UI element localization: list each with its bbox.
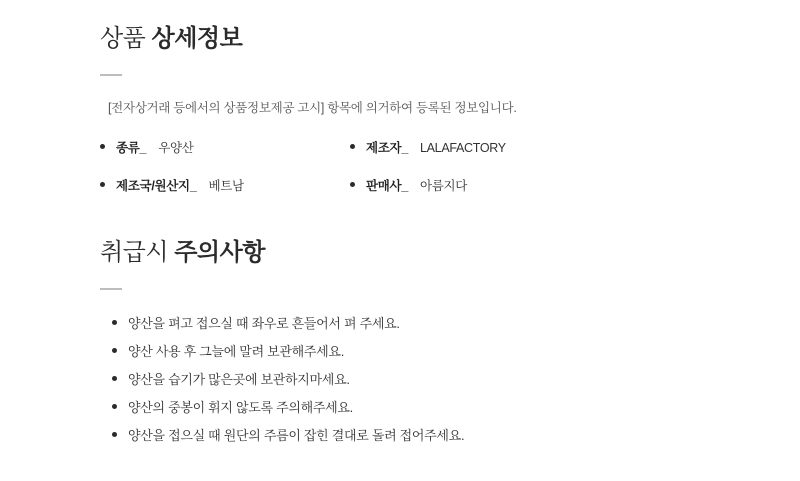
section-two-title	[100, 238, 720, 268]
spec-value: 아름지다	[419, 179, 468, 193]
list-item	[112, 400, 720, 416]
list-item	[112, 372, 720, 388]
bullet-icon	[112, 376, 117, 381]
product-spec-grid	[100, 138, 660, 194]
spec-item-seller	[350, 176, 600, 194]
caution-list	[112, 316, 720, 444]
section-one-title-underline	[100, 74, 122, 76]
bullet-icon	[112, 432, 117, 437]
bullet-icon	[112, 404, 117, 409]
spec-value: 베트남	[208, 179, 244, 193]
section-one-title-strong: 상세정보	[151, 25, 243, 52]
legal-notice-text: [전자상거래 등에서의 상품정보제공 고시] 항목에 의거하여 등록된 정보입니다.	[108, 101, 517, 115]
section-two-title-underline	[100, 288, 122, 290]
list-item	[112, 428, 720, 444]
spec-value: LALAFACTORY	[419, 141, 506, 155]
spec-label: 제조국/원산지_	[116, 179, 197, 193]
bullet-icon	[350, 144, 355, 149]
bullet-icon	[112, 348, 117, 353]
spec-row	[100, 138, 660, 156]
spec-row	[100, 176, 660, 194]
spec-item-manufacturer	[350, 138, 600, 156]
spec-value: 우양산	[158, 141, 194, 155]
caution-text: 양산을 접으실 때 원단의 주름이 잡힌 결대로 돌려 접어주세요.	[128, 428, 465, 443]
list-item	[112, 344, 720, 360]
spec-label: 제조자_	[366, 141, 408, 155]
bullet-icon	[350, 182, 355, 187]
list-item	[112, 316, 720, 332]
care-instructions-section	[100, 238, 720, 460]
section-one-title-plain: 상품	[100, 25, 152, 52]
section-two-title-plain: 취급시	[100, 239, 175, 266]
section-one-title	[100, 24, 720, 54]
spec-item-origin	[100, 176, 350, 194]
caution-text: 양산 사용 후 그늘에 말려 보관해주세요.	[128, 344, 344, 359]
bullet-icon	[112, 320, 117, 325]
bullet-icon	[100, 182, 105, 187]
spec-label: 종류_	[116, 141, 147, 155]
spec-label: 판매사_	[366, 179, 408, 193]
product-info-section	[100, 24, 720, 214]
bullet-icon	[100, 144, 105, 149]
caution-text: 양산을 펴고 접으실 때 좌우로 흔들어서 펴 주세요.	[128, 316, 400, 331]
caution-text: 양산을 습기가 많은곳에 보관하지마세요.	[128, 372, 350, 387]
spec-item-type	[100, 138, 350, 156]
section-two-title-strong: 주의사항	[174, 239, 265, 266]
caution-text: 양산의 중봉이 휘지 않도록 주의해주세요.	[128, 400, 353, 415]
